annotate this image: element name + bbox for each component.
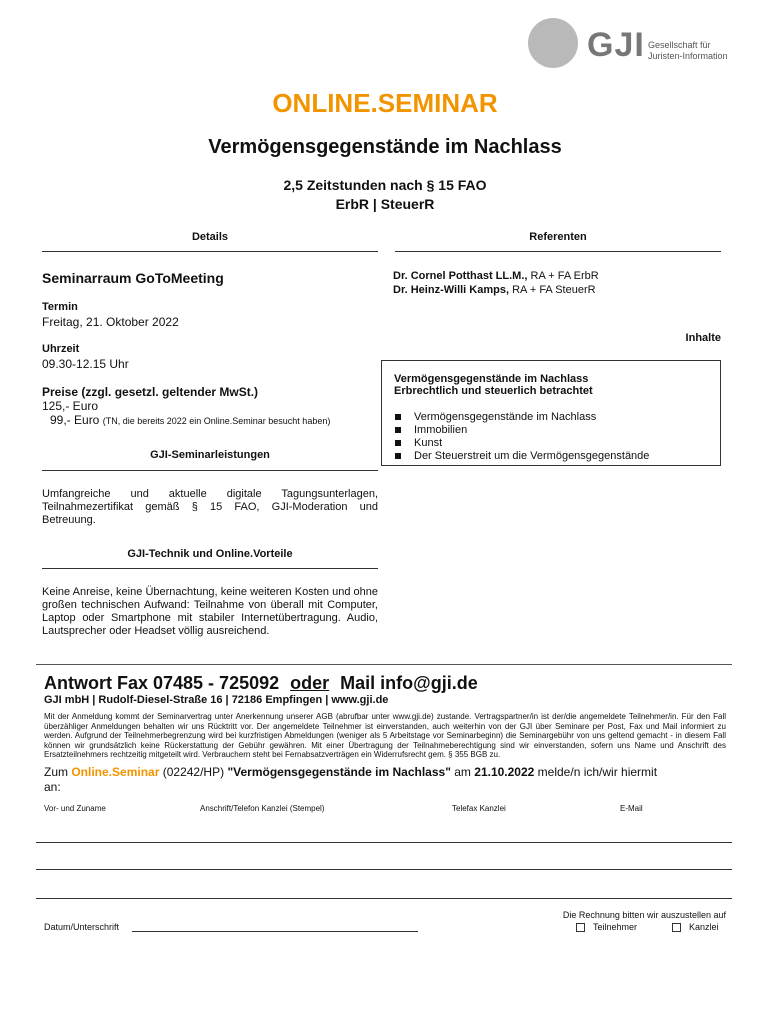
col-name-label: Vor- und Zuname <box>44 804 106 813</box>
form-line-1[interactable] <box>36 842 732 843</box>
form-line-2[interactable] <box>36 869 732 870</box>
technik-text: Keine Anreise, keine Übernachtung, keine weiteren Kosten und ohne großen technischen Aufwand: Teilnahme von überall mit Computer, Laptop oder Smartphone mit stabiler Internetübertragung. Audio, Lautsprecher oder Headset völlig ausreichend. <box>42 586 378 637</box>
col-address-label: Anschrift/Telefon Kanzlei (Stempel) <box>200 804 325 813</box>
inhalte-heading: Inhalte <box>685 332 721 344</box>
checkbox-firm[interactable] <box>672 923 681 932</box>
checkbox-participant[interactable] <box>576 923 585 932</box>
seminar-title: Vermögensgegenstände im Nachlass <box>208 136 562 158</box>
invoice-note: Die Rechnung bitten wir auszustellen auf <box>562 910 726 920</box>
technik-rule <box>42 568 378 569</box>
company-info: GJI mbH | Rudolf-Diesel-Straße 16 | 72186 Empfingen | www.gji.de <box>44 694 389 706</box>
list-item: Vermögensgegenstände im Nachlass <box>394 411 708 424</box>
registration-sentence: Zum Online.Seminar (02242/HP) "Vermögensgegenstände im Nachlass" am 21.10.2022 melde/n ich/wir hiermit an: <box>44 765 658 794</box>
legal-text: Mit der Anmeldung kommt der Seminarvertrag unter Anerkennung unserer AGB (abrufbar unter www.gji.de) zustande. Vertragspartner/in ist der/die angemeldete Teilnehmer/in. Für den Fall überzähliger Anmeldungen behalten wir uns Rücktritt vor. Der angemeldete Teilnehmer ist einverstanden, auch weiterhin von der GJI über Seminare per Post, Fax und Mail informiert zu werden. Aufgrund der Teilnehmerbegrenzung wird bei kurzfristigen Abmeldungen (weniger als 5 Arbeitstage vor Seminarbeginn) die Seminargebühr von uns geltend gemacht - in diesem Fall können wir grundsätzlich keine Rückerstattung der Gebühr gewähren. Mit einer Übertragung der Teilnahmeberechtigung sind wir einverstanden, sofern uns Name und Anschrift des Ersatzteilnehmers rechtzeitig mitgeteilt wird. Verbrauchern steht bei Fernabsatzverträgen ein Widerrufsrecht gem. § 355 BGB zu. <box>44 712 726 759</box>
signature-line[interactable] <box>132 931 418 932</box>
seminar-hours: 2,5 Zeitstunden nach § 15 FAO <box>283 177 487 193</box>
inhalte-box <box>381 360 721 466</box>
referenten-heading: Referenten <box>529 231 587 243</box>
list-item: Immobilien <box>394 424 708 437</box>
details-heading: Details <box>191 231 229 243</box>
details-rule <box>42 251 378 252</box>
preise-label: Preise (zzgl. gesetzl. geltender MwSt.) <box>42 385 259 399</box>
gji-logo-subtitle: Gesellschaft für Juristen-Information <box>648 40 728 61</box>
referent-1: Dr. Cornel Potthast LL.M., RA + FA ErbR <box>393 270 599 282</box>
antwort-line: Antwort Fax 07485 - 725092 oder Mail info@gji.de <box>44 673 478 693</box>
inhalte-list <box>394 411 708 463</box>
uhrzeit-label: Uhrzeit <box>42 343 80 355</box>
termin-label: Termin <box>42 301 78 313</box>
form-line-3[interactable] <box>36 898 732 899</box>
technik-heading: GJI-Technik und Online.Vorteile <box>127 548 293 560</box>
list-item: Der Steuerstreit um die Vermögensgegenstände <box>394 450 708 463</box>
option-firm[interactable]: Kanzlei <box>672 922 719 932</box>
option-participant[interactable]: Teilnehmer <box>576 922 637 932</box>
referent-2: Dr. Heinz-Willi Kamps, RA + FA SteuerR <box>393 284 596 296</box>
signature-label: Datum/Unterschrift <box>44 922 120 932</box>
referenten-rule <box>395 251 721 252</box>
list-item: Kunst <box>394 437 708 450</box>
inhalte-box-subtitle: Erbrechtlich und steuerlich betrachtet <box>394 385 593 397</box>
format-label: ONLINE.SEMINAR <box>272 88 498 118</box>
price-reduced: 99,- Euro (TN, die bereits 2022 ein Online.Seminar besucht haben) <box>50 413 331 427</box>
termin-value: Freitag, 21. Oktober 2022 <box>42 315 179 329</box>
gji-logo-mark <box>528 18 578 68</box>
col-fax-label: Telefax Kanzlei <box>452 804 506 813</box>
inhalte-box-title: Vermögensgegenstände im Nachlass <box>394 373 589 385</box>
leistungen-heading: GJI-Seminarleistungen <box>150 449 270 461</box>
leistungen-text: Umfangreiche und aktuelle digitale Tagungsunterlagen, Teilnahmezertifikat gemäß § 15 FAO, GJI-Moderation und Betreuung. <box>42 488 378 526</box>
antwort-top-rule <box>36 664 732 665</box>
price-regular: 125,- Euro <box>42 399 99 413</box>
uhrzeit-value: 09.30-12.15 Uhr <box>42 357 129 371</box>
col-mail-label: E-Mail <box>620 804 643 813</box>
gji-logo-text: GJI <box>587 26 645 64</box>
leistungen-rule <box>42 470 378 471</box>
venue: Seminarraum GoToMeeting <box>42 270 224 286</box>
seminar-fields: ErbR | SteuerR <box>335 196 435 212</box>
